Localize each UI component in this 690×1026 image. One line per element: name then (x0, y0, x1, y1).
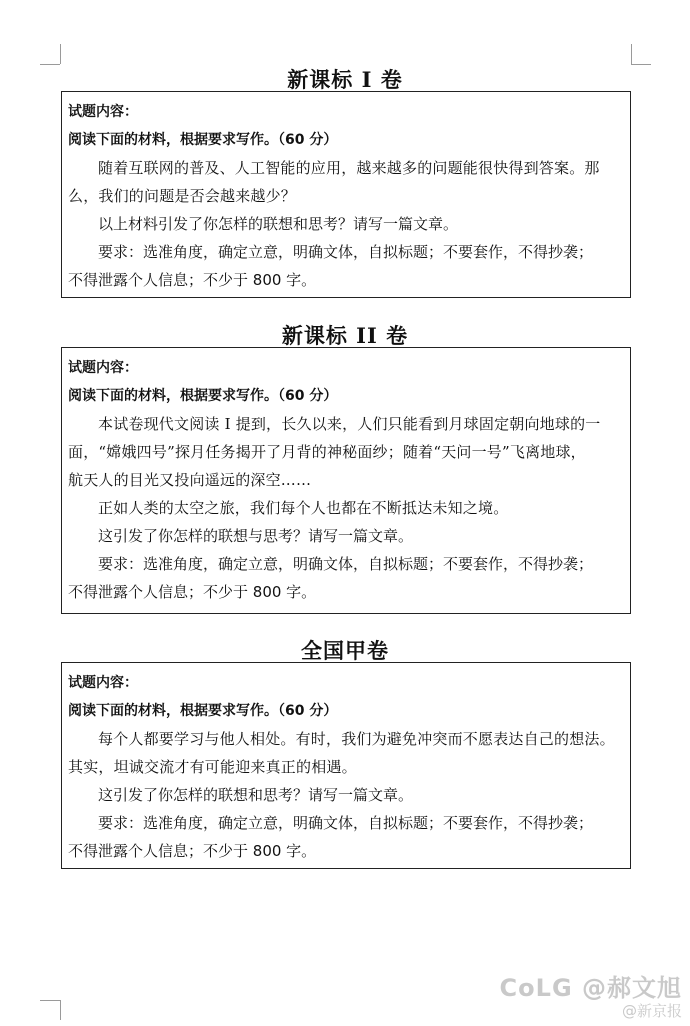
requirements-line: 不得泄露个人信息；不少于 800 字。 (68, 583, 317, 601)
content-label: 试题内容： (68, 675, 138, 691)
section-title-1: 新课标 I 卷 (287, 67, 403, 92)
crop-mark-top-right-v (631, 44, 632, 64)
crop-mark-bottom-left-v (60, 1000, 61, 1020)
instruction-line: 阅读下面的材料，根据要求写作。（60 分） (68, 703, 338, 719)
watermark-sub: @新京报 (621, 1002, 682, 1020)
crop-mark-bottom-left-h (40, 1000, 60, 1001)
requirements-line: 要求：选准角度，确定立意，明确文体，自拟标题；不要套作，不得抄袭； (98, 555, 594, 573)
material-line: 每个人都要学习与他人相处。有时，我们为避免冲突而不愿表达自己的想法。 (98, 730, 615, 748)
material-line: 航天人的目光又投向遥远的深空…… (68, 471, 312, 489)
question-box-3 (61, 662, 631, 869)
section-title-2: 新课标 II 卷 (281, 323, 409, 348)
requirements-line: 要求：选准角度，确定立意，明确文体，自拟标题；不要套作，不得抄袭； (98, 814, 594, 832)
requirements-line: 不得泄露个人信息；不少于 800 字。 (68, 271, 317, 289)
requirements-line: 不得泄露个人信息；不少于 800 字。 (68, 842, 317, 860)
prompt-line: 这引发了你怎样的联想与思考？请写一篇文章。 (98, 527, 414, 545)
watermark (500, 974, 682, 1020)
instruction-line: 阅读下面的材料，根据要求写作。（60 分） (68, 388, 338, 404)
question-box-1 (61, 91, 631, 298)
requirements-line: 要求：选准角度，确定立意，明确文体，自拟标题；不要套作，不得抄袭； (98, 243, 594, 261)
instruction-line: 阅读下面的材料，根据要求写作。（60 分） (68, 132, 338, 148)
content-label: 试题内容： (68, 104, 138, 120)
watermark-main: CoLG @郝文旭 (499, 974, 682, 1002)
material-line: 正如人类的太空之旅，我们每个人也都在不断抵达未知之境。 (98, 499, 509, 517)
prompt-line: 以上材料引发了你怎样的联想和思考？请写一篇文章。 (98, 215, 459, 233)
material-line: 其实，坦诚交流才有可能迎来真正的相遇。 (68, 758, 357, 776)
section-title-3: 全国甲卷 (301, 638, 389, 663)
material-line: 本试卷现代文阅读 I 提到，长久以来，人们只能看到月球固定朝向地球的一 (98, 415, 601, 433)
prompt-line: 这引发了你怎样的联想和思考？请写一篇文章。 (98, 786, 414, 804)
material-line: 面，“嫦娥四号”探月任务揭开了月背的神秘面纱；随着“天问一号”飞离地球， (68, 443, 586, 461)
question-box-2 (61, 347, 631, 614)
material-line: 么，我们的问题是否会越来越少？ (68, 187, 297, 205)
content-label: 试题内容： (68, 360, 138, 376)
material-line: 随着互联网的普及、人工智能的应用，越来越多的问题能很快得到答案。那 (98, 159, 600, 177)
crop-mark-top-left-v (60, 44, 61, 64)
